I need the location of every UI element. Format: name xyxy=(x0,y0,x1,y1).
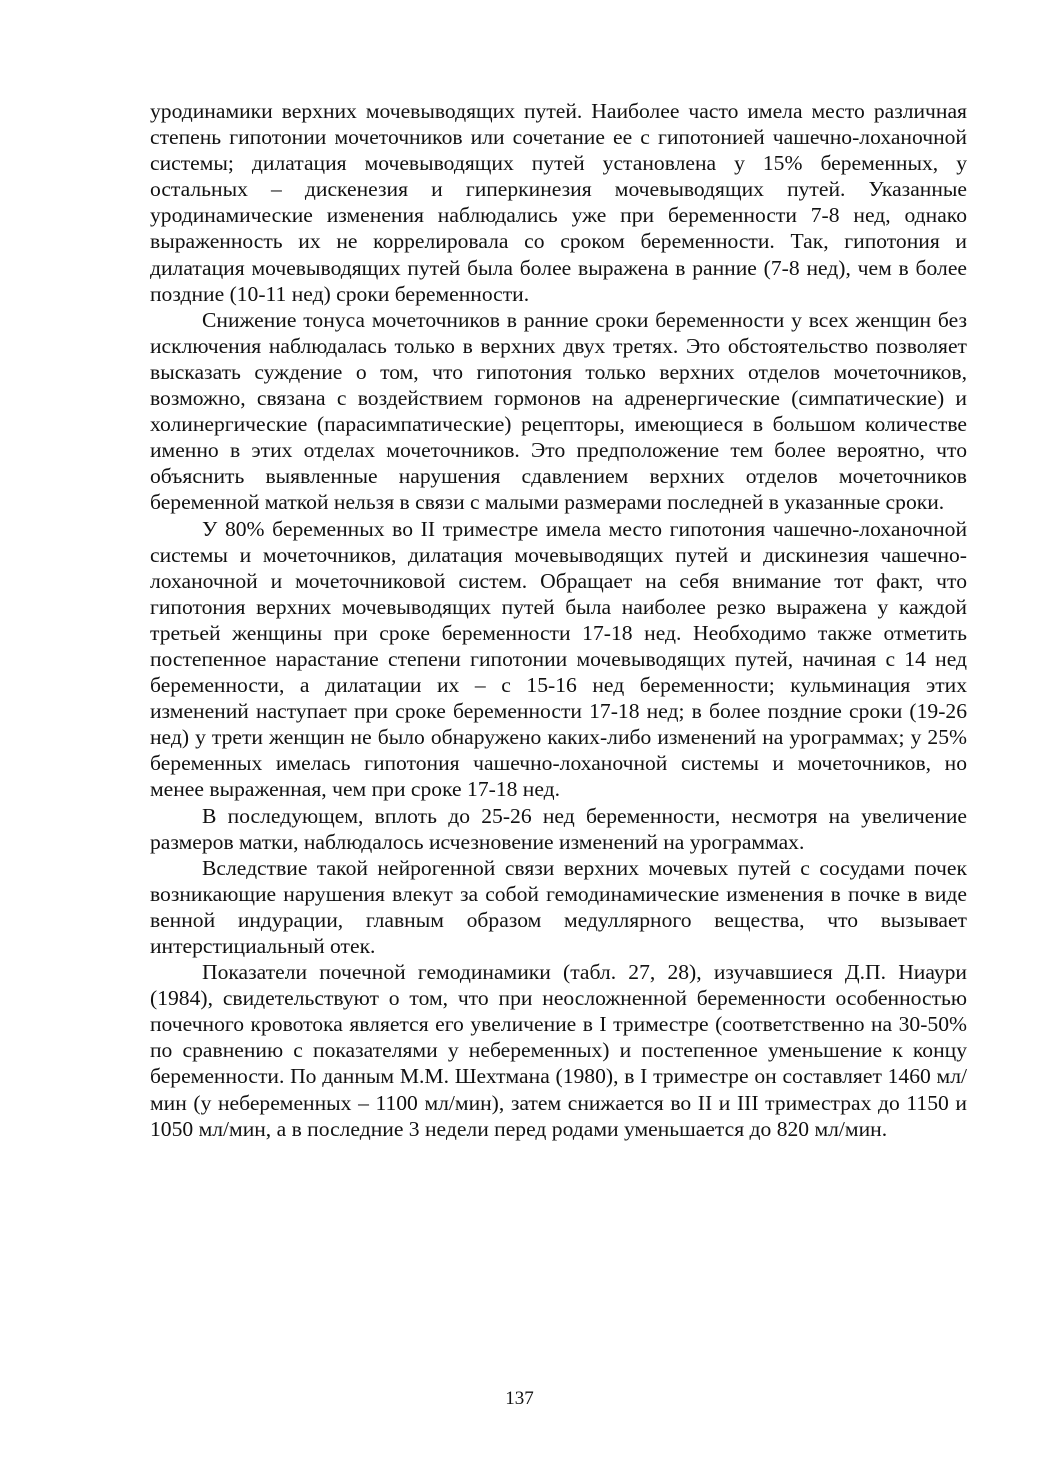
paragraph-neurogenic-link: Вследствие такой нейрогенной связи верхних мочевых путей с сосудами почек возникающие нарушения влекут за собой гемодинамические изменения в почке в виде венной индурации, главным образом медуллярного вещества, что вызывает интерстициальный отек. xyxy=(150,855,967,958)
paragraph-second-trimester: У 80% беременных во II триместре имела место гипотония чашечно-лоханочной системы и мочеточников, дилатация мочевыводящих путей и дискинезия чашечно-лоханочной и мочеточниковой систем. Обращает на себя внимание тот факт, что гипотония верхних мочевыводящих путей была наиболее резко выражена у каждой третьей женщины при сроке беременности 17-18 нед. Необходимо также отметить постепенное нарастание степени гипотонии мочевыводящих путей, начиная с 14 нед беременности, а дилатации их – с 15-16 нед беременности; кульминация этих изменений наступает при сроке беременности 17-18 нед; в более поздние сроки (19-26 нед) у трети женщин не было обнаружено каких-либо изменений на урограммах; у 25% беременных имелась гипотония чашечно-лоханочной системы и мочеточников, но менее выраженная, чем при сроке 17-18 нед. xyxy=(150,516,967,802)
page-number: 137 xyxy=(505,1388,534,1409)
paragraph-renal-hemodynamics: Показатели почечной гемодинамики (табл. 27, 28), изучавшиеся Д.П. Ниаури (1984), свидетельствуют о том, что при неосложненной беременности особенностью почечного кровотока является его увеличение в I триместре (соответственно на 30-50% по сравнению с показателями у небеременных) и постепенное уменьшение к концу беременности. По данным М.М. Шехтмана (1980), в I триместре он составляет 1460 мл/мин (у небеременных – 1100 мл/мин), затем снижается во II и III триместрах до 1150 и 1050 мл/мин, а в последние 3 недели перед родами уменьшается до 820 мл/мин. xyxy=(150,960,967,1141)
body-text xyxy=(150,98,967,1142)
paragraph-urodynamics-continuation: уродинамики верхних мочевыводящих путей. Наиболее часто имела место различная степень гипотонии мочеточников или сочетание ее с гипотонией чашечно-лоханочной системы; дилатация мочевыводящих путей установлена у 15% беременных, у остальных – дискенезия и гиперкинезия мочевыводящих путей. Указанные уродинамические изменения наблюдались уже при беременности 7-8 нед, однако выраженность их не коррелировала со сроком беременности. Так, гипотония и дилатация мочевыводящих путей была более выражена в ранние (7-8 нед), чем в более поздние (10-11 нед) сроки беременности. xyxy=(150,99,967,306)
paragraph-later-period: В последующем, вплоть до 25-26 нед беременности, несмотря на увеличение размеров матки, наблюдалось исчезновение изменений на урограммах. xyxy=(150,803,967,854)
paragraph-ureter-tone: Снижение тонуса мочеточников в ранние сроки беременности у всех женщин без исключения наблюдалась только в верхних двух третях. Это обстоятельство позволяет высказать суждение о том, что гипотония только верхних отделов мочеточников, возможно, связана с воздействием гормонов на адренергические (симпатические) и холинергические (парасимпатические) рецепторы, имеющиеся в большом количестве именно в этих отделах мочеточников. Это предположение тем более вероятно, что объяснить выявленные нарушения сдавлением верхних отделов мочеточников беременной маткой нельзя в связи с малыми размерами последней в указанные сроки. xyxy=(150,307,967,515)
